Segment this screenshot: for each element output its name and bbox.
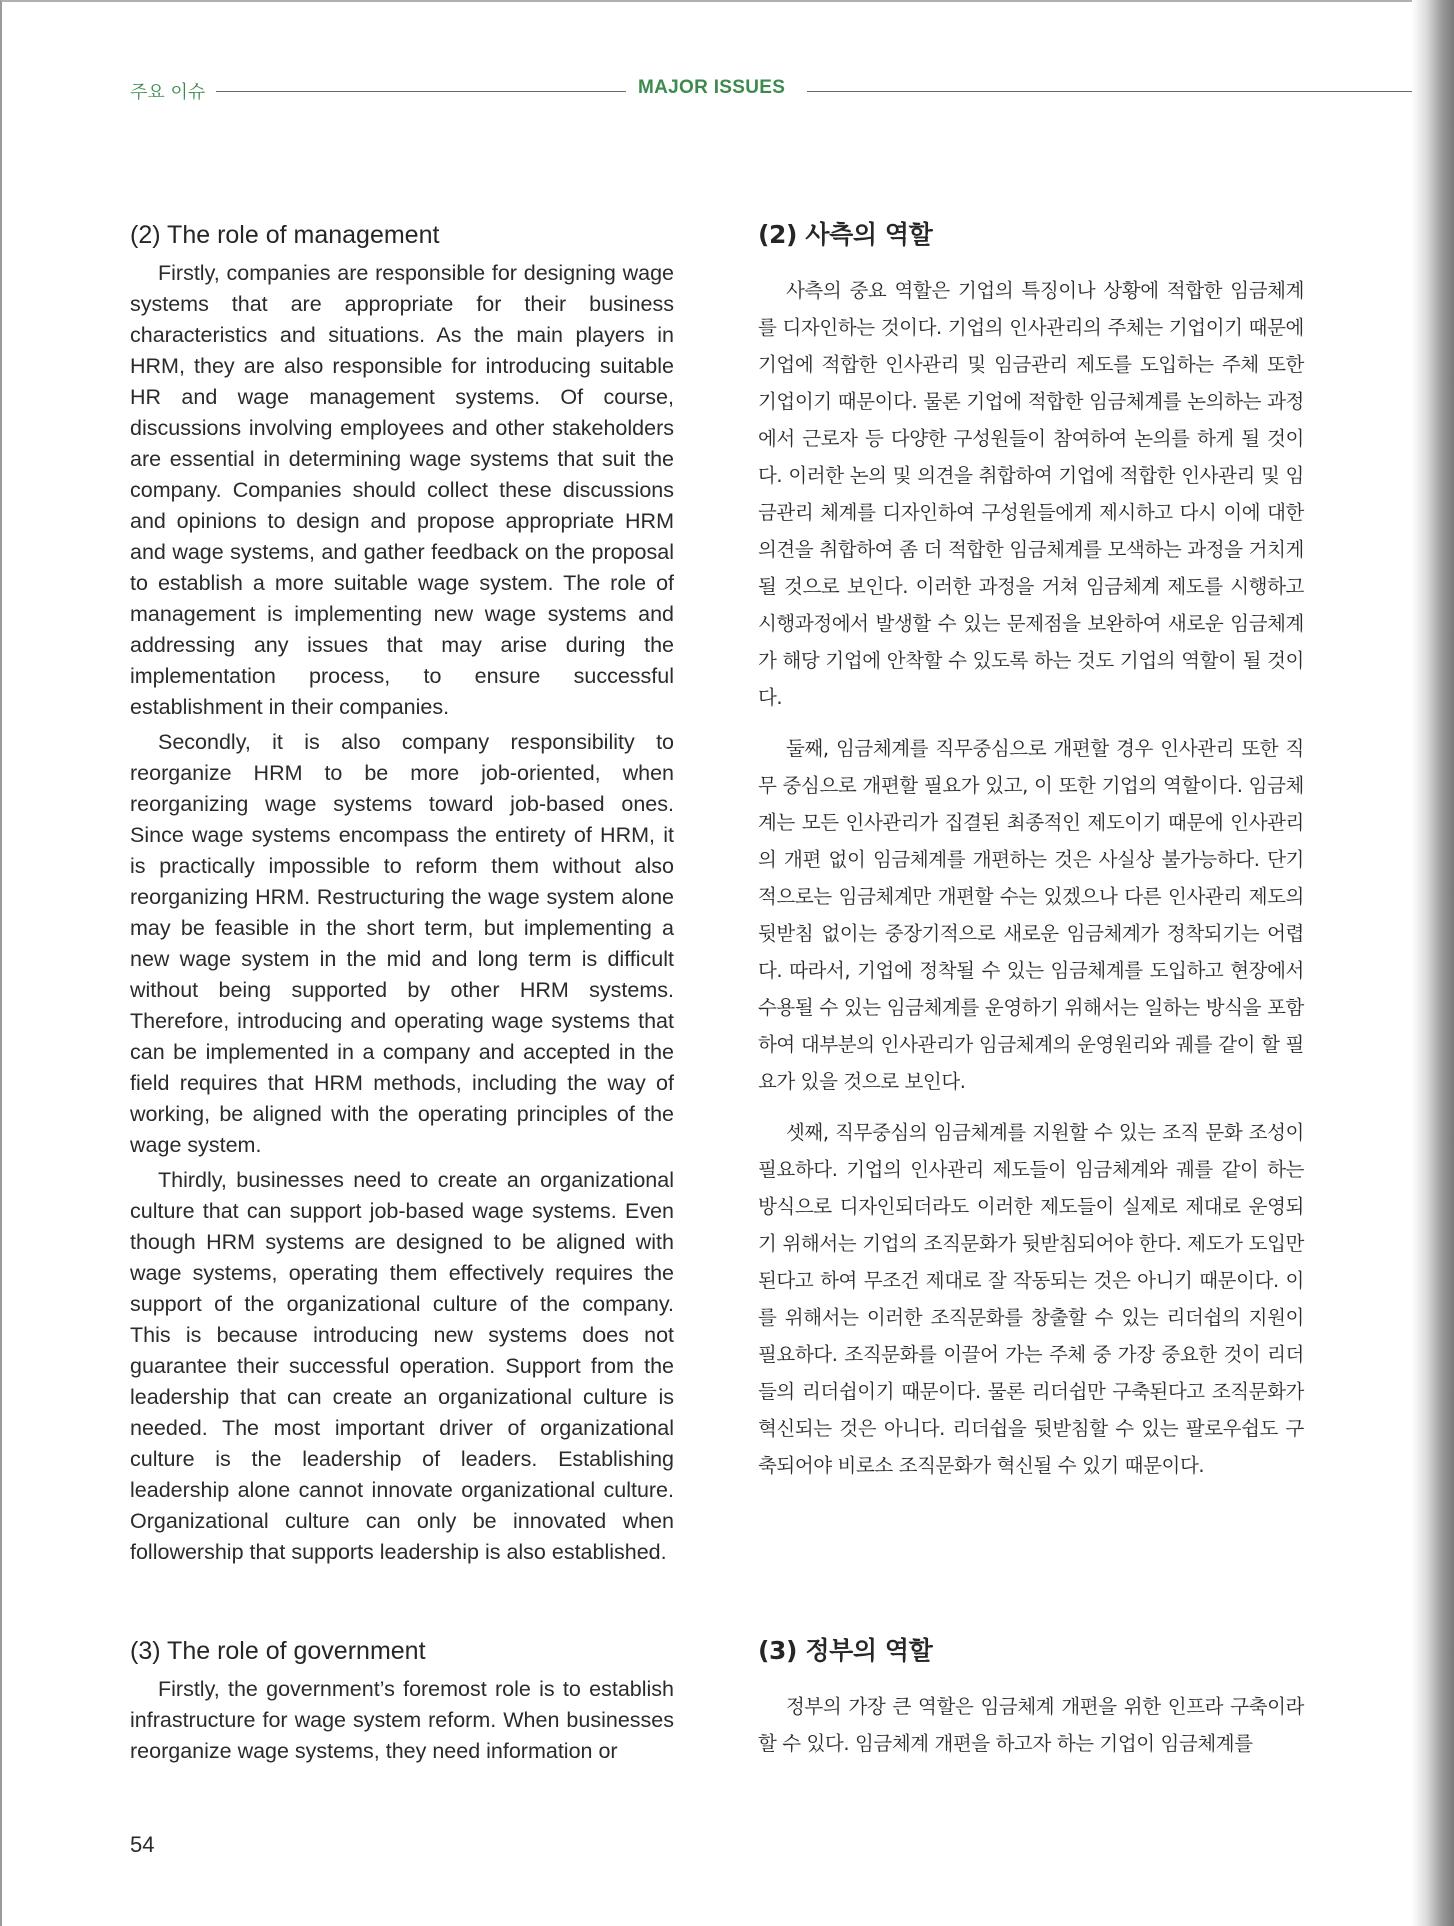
english-column-section3 bbox=[130, 1636, 674, 1767]
korean-column-section3 bbox=[758, 1636, 1304, 1762]
header-rule-right bbox=[807, 91, 1440, 92]
page-edge-shadow bbox=[1412, 0, 1454, 1926]
paragraph-ko: 셋째, 직무중심의 임금체계를 지원할 수 있는 조직 문화 조성이 필요하다. 기업의 인사관리 제도들이 임금체계와 궤를 같이 하는 방식으로 디자인되더라도 이러한 제도들이 실제로 제대로 운영되기 위해서는 기업의 조직문화가 뒷받침되어야 한다. 제도가 도입만 된다고 하여 무조건 제대로 잘 작동되는 것은 아니기 때문이다. 이를 위해서는 이러한 조직문화를 창출할 수 있는 리더쉽의 지원이 필요하다. 조직문화를 이끌어 가는 주체 중 가장 중요한 것이 리더들의 리더쉽이기 때문이다. 물론 리더쉽만 구축된다고 조직문화가 혁신되는 것은 아니다. 리더쉽을 뒷받침할 수 있는 팔로우쉽도 구축되어야 비로소 조직문화가 혁신될 수 있기 때문이다. bbox=[758, 1121, 1304, 1477]
page-number: 54 bbox=[130, 1832, 155, 1857]
paragraph-en: Firstly, the government’s foremost role is to establish infrastructure for wage system reform. When businesses reorganize wage systems, they need information or bbox=[130, 1677, 674, 1763]
paragraph-ko: 사측의 중요 역할은 기업의 특징이나 상황에 적합한 임금체계를 디자인하는 것이다. 기업의 인사관리의 주체는 기업이기 때문에 기업에 적합한 인사관리 및 임금관리 제도를 도입하는 주체 또한 기업이기 때문이다. 물론 기업에 적합한 임금체계를 논의하는 과정에서 근로자 등 다양한 구성원들이 참여하여 논의를 하게 될 것이다. 이러한 논의 및 의견을 취합하여 기업에 적합한 인사관리 및 임금관리 체계를 디자인하여 구성원들에게 제시하고 다시 이에 대한 의견을 취합하여 좀 더 적합한 임금체계를 모색하는 과정을 거치게 될 것으로 보인다. 이러한 과정을 거쳐 임금체계 제도를 시행하고 시행과정에서 발생할 수 있는 문제점을 보완하여 새로운 임금체계가 해당 기업에 안착할 수 있도록 하는 것도 기업의 역할이 될 것이다. bbox=[758, 279, 1304, 709]
header-section-ko: 주요 이슈 bbox=[130, 82, 206, 103]
paragraph-ko: 정부의 가장 큰 역할은 임금체계 개편을 위한 인프라 구축이라 할 수 있다. 임금체계 개편을 하고자 하는 기업이 임금체계를 bbox=[758, 1695, 1304, 1755]
running-header bbox=[2, 78, 1440, 108]
section2-title-en: (2) The role of management bbox=[130, 221, 440, 249]
paragraph-en: Thirdly, businesses need to create an organizational culture that can support job-based wage systems. Even though HRM systems are designed to be aligned with wage systems, operating them effectively requires the support of the organizational culture of the company. This is because introducing new systems does not guarantee their successful operation. Support from the leadership that can create an organizational culture is needed. The most important driver of organizational culture is the leadership of leaders. Establishing leadership alone cannot innovate organizational culture. Organizational culture can only be innovated when followership that supports leadership is also established. bbox=[130, 1168, 674, 1564]
paragraph-en: Secondly, it is also company responsibility to reorganize HRM to be more job-oriented, when reorganizing wage systems toward job-based ones. Since wage systems encompass the entirety of HRM, it is practically impossible to reform them without also reorganizing HRM. Restructuring the wage system alone may be feasible in the short term, but implementing a new wage system in the mid and long term is difficult without being supported by other HRM systems. Therefore, introducing and operating wage systems that can be implemented in a company and accepted in the field requires that HRM methods, including the way of working, be aligned with the operating principles of the wage system. bbox=[130, 730, 674, 1157]
header-section-en: MAJOR ISSUES bbox=[638, 77, 786, 98]
paragraph-en: Firstly, companies are responsible for designing wage systems that are appropriate for their business characteristics and situations. As the main players in HRM, they are also responsible for introducing suitable HR and wage management systems. Of course, discussions involving employees and other stakeholders are essential in determining wage systems that suit the company. Companies should collect these discussions and opinions to design and propose appropriate HRM and wage systems, and gather feedback on the proposal to establish a more suitable wage system. The role of management is implementing new wage systems and addressing any issues that may arise during the implementation process, to ensure successful establishment in their companies. bbox=[130, 261, 674, 719]
korean-column-section2 bbox=[758, 220, 1304, 1498]
section2-title-ko: (2) 사측의 역할 bbox=[758, 220, 933, 249]
section3-title-ko: (3) 정부의 역할 bbox=[758, 1636, 933, 1665]
english-column-section2 bbox=[130, 221, 674, 1572]
section3-title-en: (3) The role of government bbox=[130, 1637, 426, 1665]
paragraph-ko: 둘째, 임금체계를 직무중심으로 개편할 경우 인사관리 또한 직무 중심으로 개편할 필요가 있고, 이 또한 기업의 역할이다. 임금체계는 모든 인사관리가 집결된 최종적인 제도이기 때문에 인사관리의 개편 없이 임금체계를 개편하는 것은 사실상 불가능하다. 단기적으로는 임금체계만 개편할 수는 있겠으나 다른 인사관리 제도의 뒷받침 없이는 중장기적으로 새로운 임금체계가 정착되기는 어렵다. 따라서, 기업에 정착될 수 있는 임금체계를 도입하고 현장에서 수용될 수 있는 임금체계를 운영하기 위해서는 일하는 방식을 포함하여 대부분의 인사관리가 임금체계의 운영원리와 궤를 같이 할 필요가 있을 것으로 보인다. bbox=[758, 737, 1304, 1093]
header-rule-left bbox=[216, 91, 626, 92]
